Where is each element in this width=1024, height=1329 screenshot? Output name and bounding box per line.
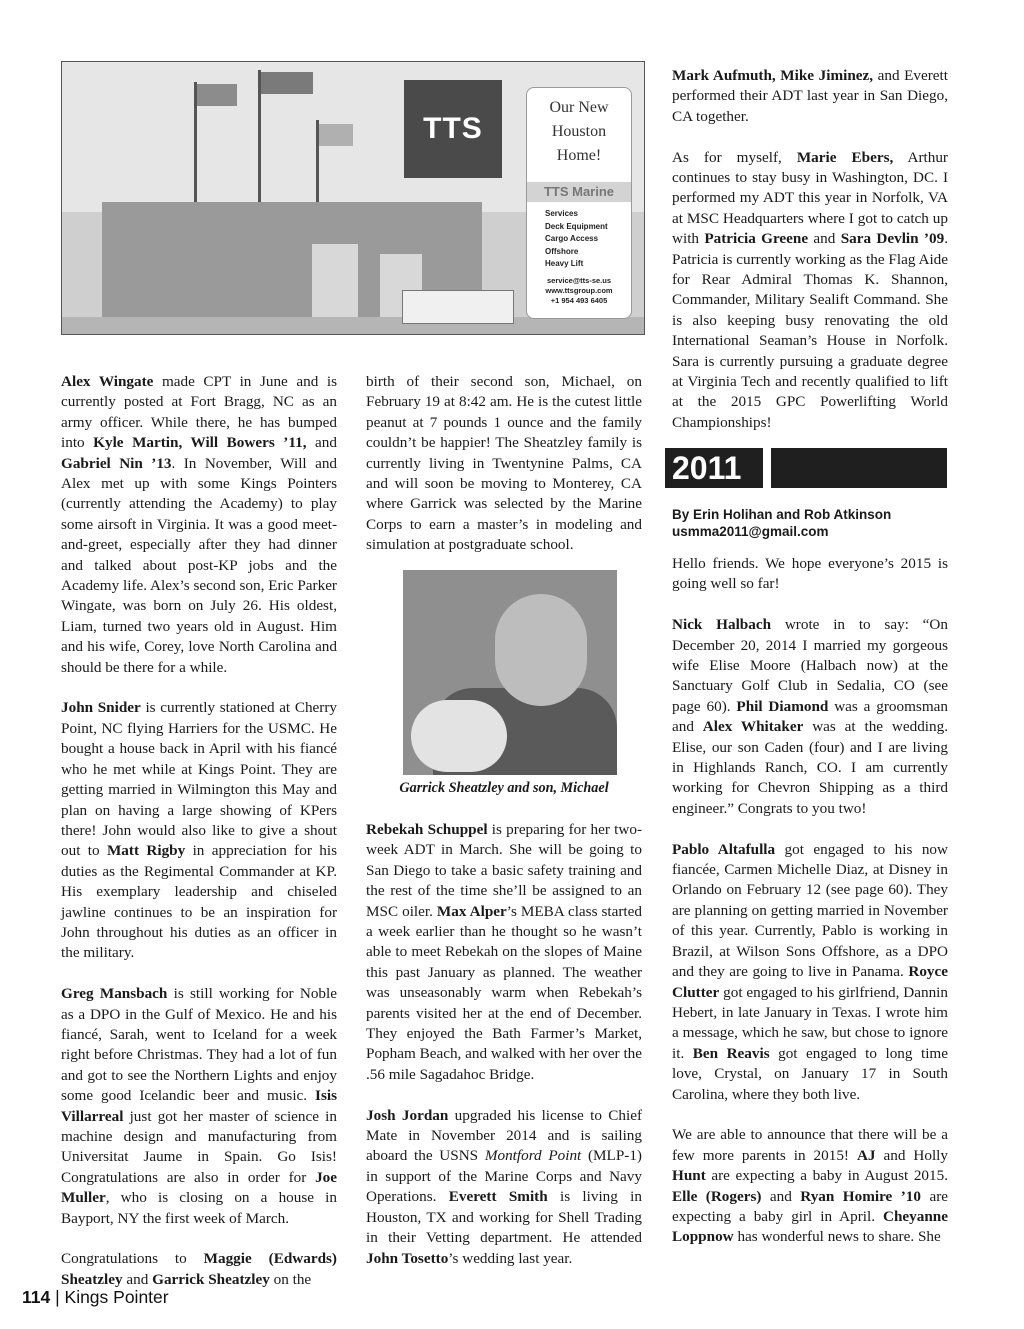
person-name: Ryan Homire ’10 (800, 1187, 921, 1205)
ad-card (526, 87, 632, 319)
ad-services-list (545, 208, 608, 271)
text: and (122, 1270, 153, 1288)
text: wrote in to say: “On December 20, 2014 I married my gorgeous wife Elise Moore (Halbach now) at the Sanctuary Golf Club in Sedalia, CO (see page 60). (672, 616, 948, 715)
column-3 (672, 66, 948, 454)
page-number: 114 (22, 1287, 51, 1307)
photo-caption: Garrick Sheatzley and son, Michael (399, 780, 609, 796)
text: and (306, 434, 337, 452)
person-name: Joe Muller (61, 1168, 337, 1207)
text: has wonderful news to share. She (733, 1228, 941, 1246)
ad-service-item: Cargo Access (545, 234, 599, 243)
paragraph (61, 372, 337, 678)
text: and Holly (875, 1146, 948, 1164)
text: Congratulations to (61, 1250, 204, 1268)
paragraph (366, 1106, 642, 1269)
text: made CPT in June and is currently posted at Fort Bragg, NC as an army officer. While there, he has bumped into (61, 373, 337, 452)
text: is preparing for her two-week ADT in March. She will be going to San Diego to take a basic safety training and the rest of the time she’ll be assigned to an MSC oiler. (366, 821, 642, 920)
person-name: Garrick Sheatzley (152, 1270, 270, 1288)
person-name: Greg Mansbach (61, 985, 168, 1003)
paragraph: Hello friends. We hope everyone’s 2015 is going well so far! (672, 555, 948, 593)
text: on the (269, 1270, 312, 1288)
company-flag (319, 124, 353, 146)
ad-brand: TTS Marine (527, 182, 631, 202)
person-name: Max Alper (436, 902, 507, 920)
person-name: Patricia Greene (704, 230, 809, 248)
text: and Everett performed their ADT last year in San Diego, CA together. (672, 67, 948, 125)
text: upgraded his license to Chief Mate in November 2014 and is sailing aboard the USNS (366, 1106, 642, 1165)
text: is still working for Noble as a DPO in the Gulf of Mexico. He and his fiancé, Sarah, went to Iceland for a week right before Christmas. They had a lot of fun and got to see the Northern Lights and enjoy some good Icelandic beer and music. (61, 985, 337, 1105)
person-name: Gabriel Nin ’13 (61, 454, 172, 472)
paragraph (672, 840, 948, 1105)
paragraph: birth of their second son, Michael, on February 19 at 8:42 am. He is the cutest little peanut at 7 pounds 1 ounce and the family couldn’t be happier! The Sheatzley family is currently living in Twentynine Palms, CA and will soon be moving to Monterey, CA where Garrick was selected by the Marine Corps to earn a master’s in modeling and simulation at postgraduate school. (366, 373, 642, 554)
person-name: Pablo Altafulla (672, 840, 776, 858)
text: . In November, Will and Alex met up with some Kings Pointers (currently attending the Academy) to play some airsoft in Virginia. It was a good meet-and-greet, especially after they had dinner and talked about post-KP jobs and the Academy life. Alex’s second son, Eric Parker Wingate, was born on July 26. His oldest, Liam, turned two years old in August. Him and his wife, Corey, love North Carolina and should be there for a while. (61, 454, 338, 676)
text: got engaged to his now fiancée, Carmen Michelle Diaz, at Disney in Orlando on February 12 (see page 60). They are planning on getting married in November of this year. Currently, Pablo is working in Brazil, at Wilson Sons Offshore, as a DPO and they are going to live in Panama. (672, 840, 948, 981)
person-name: Phil Diamond (736, 697, 829, 715)
ad-phone: +1 954 493 6405 (550, 296, 608, 305)
text: just got her master of science in machine design and manufacturing from Universitat Jaume in Spain. Go Isis! Congratulations are also in order for (61, 1107, 337, 1186)
photo-father-head (495, 594, 587, 706)
ad-service-item: Offshore (545, 246, 579, 256)
paragraph (366, 820, 642, 1085)
column-1 (61, 372, 337, 1311)
text: are expecting a baby in August 2015. (705, 1167, 948, 1185)
ad-service-item: Deck Equipment (545, 221, 608, 231)
text: . Patricia is currently working as the Flag Aide for Rear Admiral Thomas K. Shannon, Commander, Military Sealift Command. She is also keeping busy renovating the old International Seaman’s House in Norfolk. Sara is currently pursuing a graduate degree at Virginia Tech and recently qualified to lift at the 2015 GPC Powerlifting World Championships! (672, 230, 948, 431)
texas-flag (197, 84, 237, 106)
column-2 (366, 372, 642, 576)
publication-name: Kings Pointer (64, 1287, 169, 1307)
person-name: Maggie (Edwards) Sheatzley (61, 1250, 337, 1288)
paragraph (672, 148, 948, 434)
person-name: Elle (Rogers) (672, 1187, 762, 1205)
person-name: Matt Rigby (106, 842, 186, 860)
text: , who is closing on a house in Bayport, NY the first week of March. (61, 1189, 337, 1227)
byline (672, 506, 948, 540)
ship-name: Montford Point (484, 1147, 582, 1165)
text: in appreciation for his duties as the Regimental Commander at KP. His exemplary leadership and chiseled jawline continues to be an inspiration for John throughout his duties as an officer in the military. (61, 842, 337, 962)
text: and (808, 230, 841, 248)
ad-website: www.ttsgroup.com (545, 286, 613, 295)
person-name: Royce Clutter (672, 963, 948, 1001)
ad-contact (527, 276, 631, 306)
ad-headline-line: Home! (556, 147, 602, 164)
text: We are able to announce that there will be a few more parents in 2015! (672, 1126, 948, 1164)
person-name: Josh Jordan (366, 1106, 449, 1124)
family-photo (403, 570, 617, 775)
column-3-lower (672, 554, 948, 1268)
ad-headline (533, 96, 625, 168)
paragraph (672, 1125, 948, 1247)
text: got engaged to long time love, Crystal, on January 17 in South Carolina, where they both live. (672, 1044, 948, 1103)
service-truck (402, 290, 514, 324)
person-name: AJ (856, 1146, 876, 1164)
text: and (761, 1187, 801, 1205)
paragraph (61, 698, 337, 963)
byline-email[interactable]: usmma2011@gmail.com (672, 524, 829, 539)
text: got engaged to his girlfriend, Dannin Hebert, in late January in Texas. I wrote him a message, which he saw, but chose to ignore it. (672, 983, 948, 1062)
text: is currently stationed at Cherry Point, NC flying Harriers for the USMC. He bought a house back in April with his fiancé who he met while at Kings Point. They are getting married in Wilmington this May and plan on having a large showing of KPers there! John would also like to give a shout out to (61, 699, 337, 860)
person-name: Kyle Martin, Will Bowers ’11, (93, 434, 307, 452)
tts-logo: TTS (404, 80, 502, 178)
paragraph (672, 615, 948, 819)
section-year: 2011 (665, 448, 759, 488)
column-2-lower (366, 820, 642, 1289)
ad-service-item: Heavy Lift (545, 259, 584, 268)
ground (62, 317, 644, 335)
photo-baby (411, 700, 507, 772)
person-name: Isis Villarreal (61, 1087, 337, 1125)
tts-advertisement-image (61, 61, 645, 335)
paragraph (61, 984, 337, 1229)
person-name: Everett Smith (448, 1188, 548, 1206)
byline-authors: By Erin Holihan and Rob Atkinson (672, 507, 892, 522)
person-name: Rebekah Schuppel (366, 821, 488, 838)
person-name: John Tosetto (366, 1249, 449, 1267)
text: is living in Houston, TX and working for Shell Trading in their Vetting department. He attended (366, 1188, 642, 1247)
person-name: Sara Devlin ’09 (840, 230, 945, 248)
text: are expecting a baby girl in April. (672, 1187, 948, 1225)
paragraph (61, 1249, 337, 1290)
person-name: Alex Wingate (61, 373, 154, 390)
text: ’s MEBA class started a week earlier than he thought so he wasn’t able to meet Rebekah on the slopes of Maine this past January as planned. The weather was unseasonably warm when Rebekah’s parents visited her at the end of December. They enjoyed the Bath Farmer’s Market, Popham Beach, and walked with her over the .56 mile Sagadahoc Bridge. (366, 902, 642, 1083)
person-name: Cheyanne Loppnow (672, 1207, 948, 1246)
text: ’s wedding last year. (448, 1249, 573, 1267)
section-heading-divider (763, 448, 771, 488)
text: As for myself, (672, 148, 797, 166)
ad-headline-line: Our New (549, 99, 609, 116)
ad-email: service@tts-se.us (546, 276, 611, 285)
ad-headline-line: Houston (551, 123, 607, 140)
ad-service-item: Services (545, 209, 578, 218)
text: was a groomsman and (672, 697, 948, 736)
person-name: Marie Ebers, (796, 148, 894, 166)
us-flag (261, 72, 313, 94)
person-name: John Snider (61, 699, 141, 717)
person-name: Mark Aufmuth, Mike Jiminez, (672, 67, 874, 84)
text: Arthur continues to stay busy in Washington, DC. I performed my ADT this year in Norfolk, VA at MSC Headquarters where I got to catch up with (672, 148, 948, 248)
paragraph (672, 66, 948, 127)
person-name: Alex Whitaker (702, 718, 804, 736)
text: was at the wedding. Elise, our son Caden (four) and I are living in Highlands Ranch, CO. I am currently working for Chevron Shipping as a third engineer.” Congrats to you two! (672, 718, 949, 817)
person-name: Hunt (672, 1167, 706, 1185)
text: (MLP-1) in support of the Marine Corps and Navy Operations. (366, 1147, 642, 1206)
page-footer (22, 1287, 169, 1308)
person-name: Nick Halbach (672, 616, 772, 634)
footer-separator: | (50, 1287, 65, 1307)
person-name: Ben Reavis (692, 1044, 770, 1062)
